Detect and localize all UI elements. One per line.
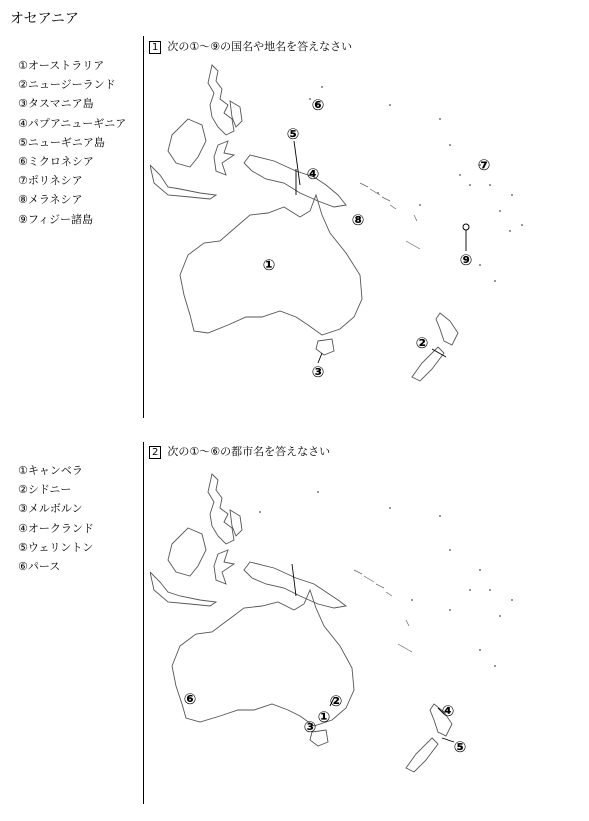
philippines-shape — [208, 474, 234, 544]
fiji-marker — [463, 224, 469, 230]
map-label-4: ④ — [306, 165, 320, 183]
answer-item: ②ニュージーランド — [18, 78, 116, 92]
page-title: オセアニア — [10, 11, 79, 27]
question-heading-2 — [149, 443, 330, 459]
nz-south-island-shape — [412, 347, 444, 381]
mindanao-shape — [230, 510, 242, 536]
new-caledonia-shape — [406, 215, 420, 249]
pacific-islands — [259, 491, 513, 667]
answer-item: ⑦ポリネシア — [18, 174, 83, 188]
answer-item: ⑥パース — [18, 560, 61, 574]
answer-item: ②シドニー — [18, 483, 72, 497]
answer-item: ①キャンベラ — [18, 464, 83, 477]
question-heading-1 — [149, 38, 352, 54]
divider-line — [143, 36, 144, 418]
question-instruction: 次の①～⑥の都市名を答えなさい — [167, 445, 331, 458]
oceania-map-2 — [150, 460, 530, 800]
answer-item: ⑧メラネシア — [18, 193, 83, 207]
map-label-4: ④ — [441, 702, 455, 720]
answer-item: ①オーストラリア — [18, 59, 105, 72]
answer-item: ⑤ニューギニア島 — [18, 135, 105, 149]
answer-list-2 — [18, 461, 94, 576]
question-number: 2 — [149, 446, 161, 459]
answer-item: ⑨フィジー諸島 — [18, 212, 93, 226]
borneo-shape — [168, 528, 206, 576]
answer-list-1 — [18, 56, 126, 229]
pacific-islands — [306, 86, 523, 282]
java-shape — [150, 165, 216, 199]
divider-line — [143, 442, 144, 804]
answer-item: ⑤ウェリントン — [18, 540, 94, 554]
sulawesi-shape — [214, 550, 234, 584]
solomon-islands-shape — [360, 183, 396, 209]
sulawesi-shape — [214, 141, 234, 175]
map-label-9: ⑨ — [459, 251, 473, 269]
philippines-shape — [208, 65, 234, 135]
map-label-5: ⑤ — [286, 125, 300, 143]
map-label-5: ⑤ — [453, 738, 467, 756]
map-label-3: ③ — [311, 363, 325, 381]
map-label-7: ⑦ — [477, 156, 491, 174]
leader-line — [294, 141, 300, 185]
map-label-6: ⑥ — [183, 690, 197, 708]
answer-item: ③タスマニア島 — [18, 97, 94, 111]
nz-south-island-shape — [406, 738, 438, 772]
answer-item: ④オークランド — [18, 521, 94, 535]
map-label-3: ③ — [303, 718, 317, 736]
map-label-1: ① — [317, 708, 331, 726]
answer-item: ⑥ミクロネシア — [18, 155, 94, 169]
leader-line — [442, 738, 454, 742]
australia-shape — [172, 590, 354, 726]
mindanao-shape — [230, 101, 242, 127]
oceania-map-1 — [150, 55, 530, 395]
new-guinea-shape — [244, 155, 346, 207]
new-caledonia-shape — [398, 620, 412, 652]
answer-item: ④パプアニューギニア — [18, 116, 127, 130]
map-label-2: ② — [329, 692, 343, 710]
leader-line — [318, 353, 322, 363]
question-number: 1 — [149, 41, 161, 54]
border-line — [292, 564, 296, 596]
question-instruction: 次の①～⑨の国名や地名を答えなさい — [167, 40, 353, 53]
java-shape — [150, 572, 216, 606]
map-label-2: ② — [415, 334, 429, 352]
map-label-6: ⑥ — [311, 96, 325, 114]
tasmania-shape — [316, 339, 334, 355]
answer-item: ③メルボルン — [18, 502, 83, 516]
nz-north-island-shape — [436, 313, 458, 345]
map-label-1: ① — [262, 256, 276, 274]
borneo-shape — [168, 119, 206, 167]
solomon-islands-shape — [354, 570, 392, 596]
map-label-8: ⑧ — [351, 211, 365, 229]
